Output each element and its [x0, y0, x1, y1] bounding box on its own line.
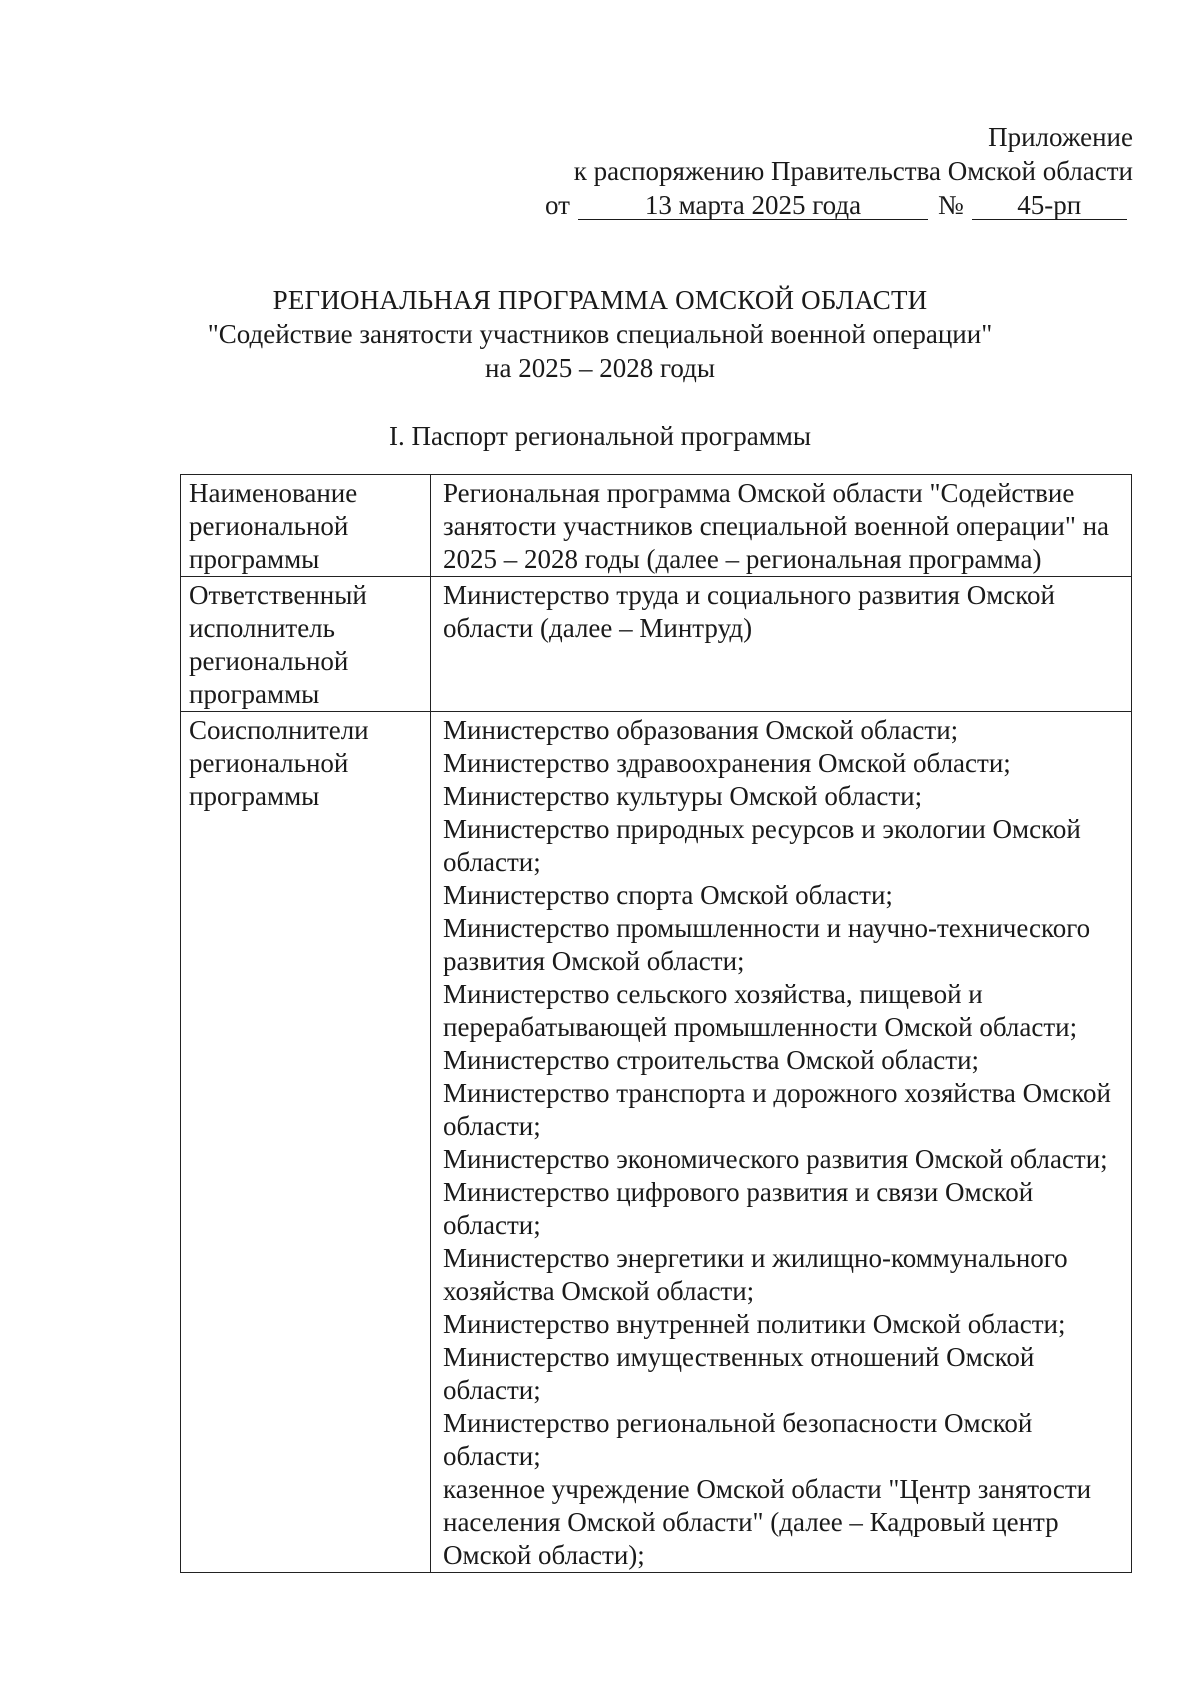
list-item: Министерство экономического развития Омской области;: [443, 1144, 1108, 1174]
list-item: Министерство транспорта и дорожного хозяйства Омской области;: [443, 1078, 1111, 1141]
program-title-line-1: РЕГИОНАЛЬНАЯ ПРОГРАММА ОМСКОЙ ОБЛАСТИ: [272, 285, 928, 315]
list-item: Министерство внутренней политики Омской области;: [443, 1309, 1066, 1339]
program-title-line-3: на 2025 – 2028 годы: [485, 353, 715, 383]
list-item: Министерство спорта Омской области;: [443, 880, 893, 910]
date-prefix: от: [545, 190, 570, 220]
list-item: Министерство образования Омской области;: [443, 715, 959, 745]
row-value-responsible-executor: Министерство труда и социального развития Омской области (далее – Минтруд): [431, 577, 1132, 712]
appendix-date-line: [545, 188, 1133, 222]
list-item: Министерство сельского хозяйства, пищевой и перерабатывающей промышленности Омской области;: [443, 979, 1078, 1042]
section-heading: I. Паспорт региональной программы: [388, 421, 812, 451]
program-title-line-2: "Содействие занятости участников специальной военной операции": [207, 319, 993, 349]
passport-table: [180, 474, 1132, 1573]
appendix-header: [545, 120, 1133, 222]
appendix-label: Приложение: [988, 122, 1133, 152]
row-value-program-name: Региональная программа Омской области "Содействие занятости участников специальной военной операции" на 2025 – 2028 годы (далее – региональная программа): [431, 475, 1132, 577]
table-row: [181, 475, 1132, 577]
order-date: 13 марта 2025 года: [578, 191, 928, 220]
list-item: Министерство культуры Омской области;: [443, 781, 923, 811]
order-number: 45-рп: [972, 191, 1127, 220]
list-item: Министерство природных ресурсов и экологии Омской области;: [443, 814, 1081, 877]
list-item: Министерство промышленности и научно-технического развития Омской области;: [443, 913, 1091, 976]
list-item: казенное учреждение Омской области "Центр занятости населения Омской области" (далее – Кадровый центр Омской области);: [443, 1474, 1092, 1570]
row-value-co-executors: [431, 712, 1132, 1573]
number-label: №: [937, 190, 964, 220]
list-item: Министерство цифрового развития и связи Омской области;: [443, 1177, 1034, 1240]
program-title: [0, 283, 1200, 385]
appendix-order-reference: к распоряжению Правительства Омской области: [573, 156, 1133, 186]
table-row: [181, 577, 1132, 712]
list-item: Министерство имущественных отношений Омской области;: [443, 1342, 1035, 1405]
list-item: Министерство энергетики и жилищно-коммунального хозяйства Омской области;: [443, 1243, 1068, 1306]
list-item: Министерство региональной безопасности Омской области;: [443, 1408, 1033, 1471]
list-item: Министерство здравоохранения Омской области;: [443, 748, 1011, 778]
row-label-responsible-executor: Ответственный исполнитель региональной программы: [181, 577, 431, 712]
list-item: Министерство строительства Омской области;: [443, 1045, 980, 1075]
table-row: [181, 712, 1132, 1573]
row-label-co-executors: Соисполнители региональной программы: [181, 712, 431, 1573]
row-label-program-name: Наименование региональной программы: [181, 475, 431, 577]
